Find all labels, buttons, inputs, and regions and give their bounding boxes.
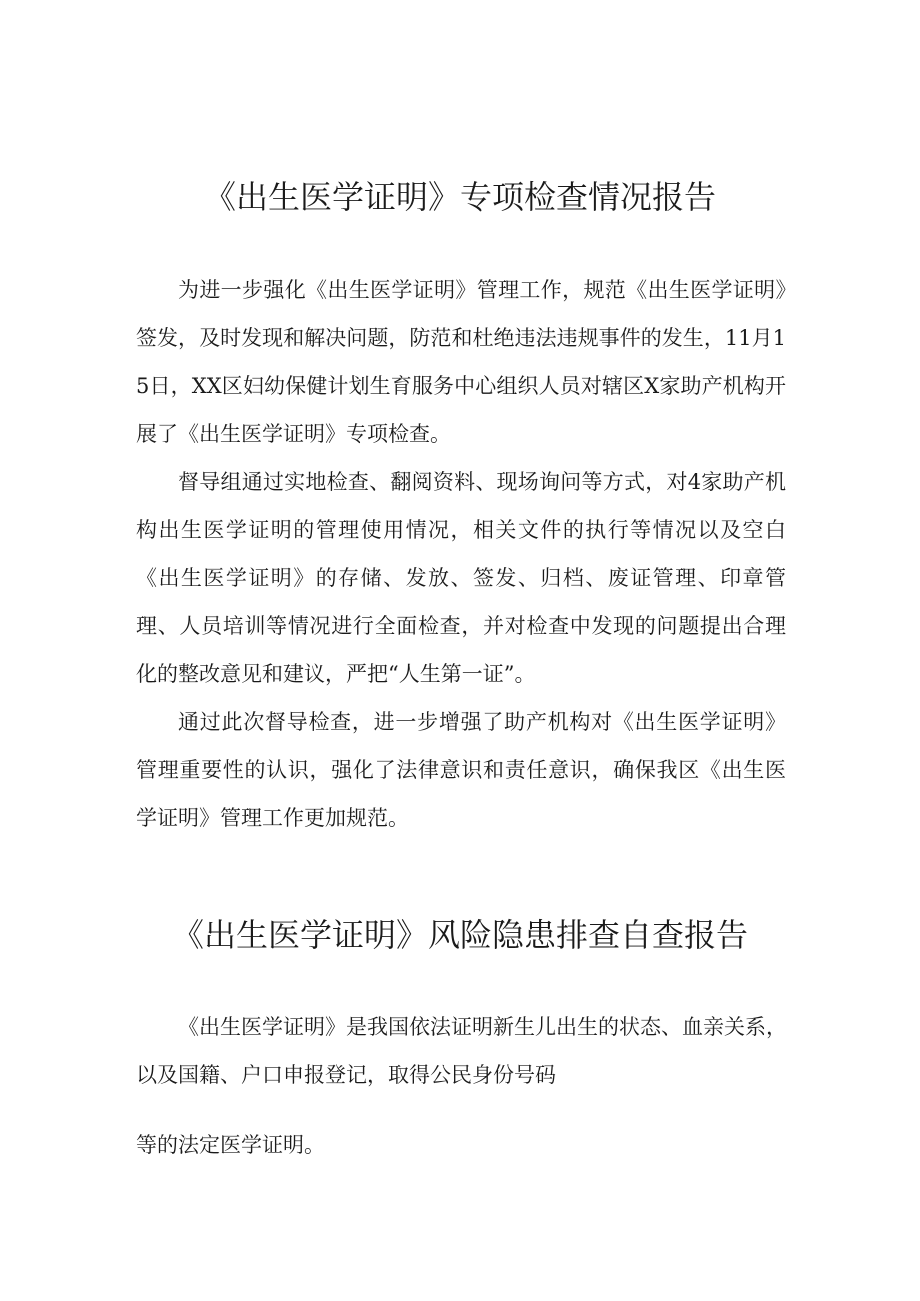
section2-paragraph-tail: 等的法定医学证明。 — [136, 1133, 325, 1157]
section1-paragraph: 督导组通过实地检查、翻阅资料、现场询问等方式，对4家助产机构出生医学证明的管理使用情况，相关文件的执行等情况以及空白《出生医学证明》的存储、发放、签发、归档、废证管理、印章管理、人员培训等情况进行全面检查，并对检查中发现的问题提出合理化的整改意见和建议，严把“人生第一证”。 — [136, 470, 786, 686]
section1-paragraph: 为进一步强化《出生医学证明》管理工作，规范《出生医学证明》签发，及时发现和解决问题，防范和杜绝违法违规事件的发生，11月15日，XX区妇幼保健计划生育服务中心组织人员对辖区X家助产机构开展了《出生医学证明》专项检查。 — [136, 278, 786, 446]
section1-paragraph: 通过此次督导检查，进一步增强了助产机构对《出生医学证明》管理重要性的认识，强化了法律意识和责任意识，确保我区《出生医学证明》管理工作更加规范。 — [136, 710, 786, 830]
section2-paragraph: 《出生医学证明》是我国依法证明新生儿出生的状态、血亲关系，以及国籍、户口申报登记，取得公民身份号码 — [136, 1015, 787, 1087]
section2-title: 《出生医学证明》风险隐患排查自查报告 — [171, 916, 748, 954]
section1-title: 《出生医学证明》专项检查情况报告 — [203, 178, 716, 216]
